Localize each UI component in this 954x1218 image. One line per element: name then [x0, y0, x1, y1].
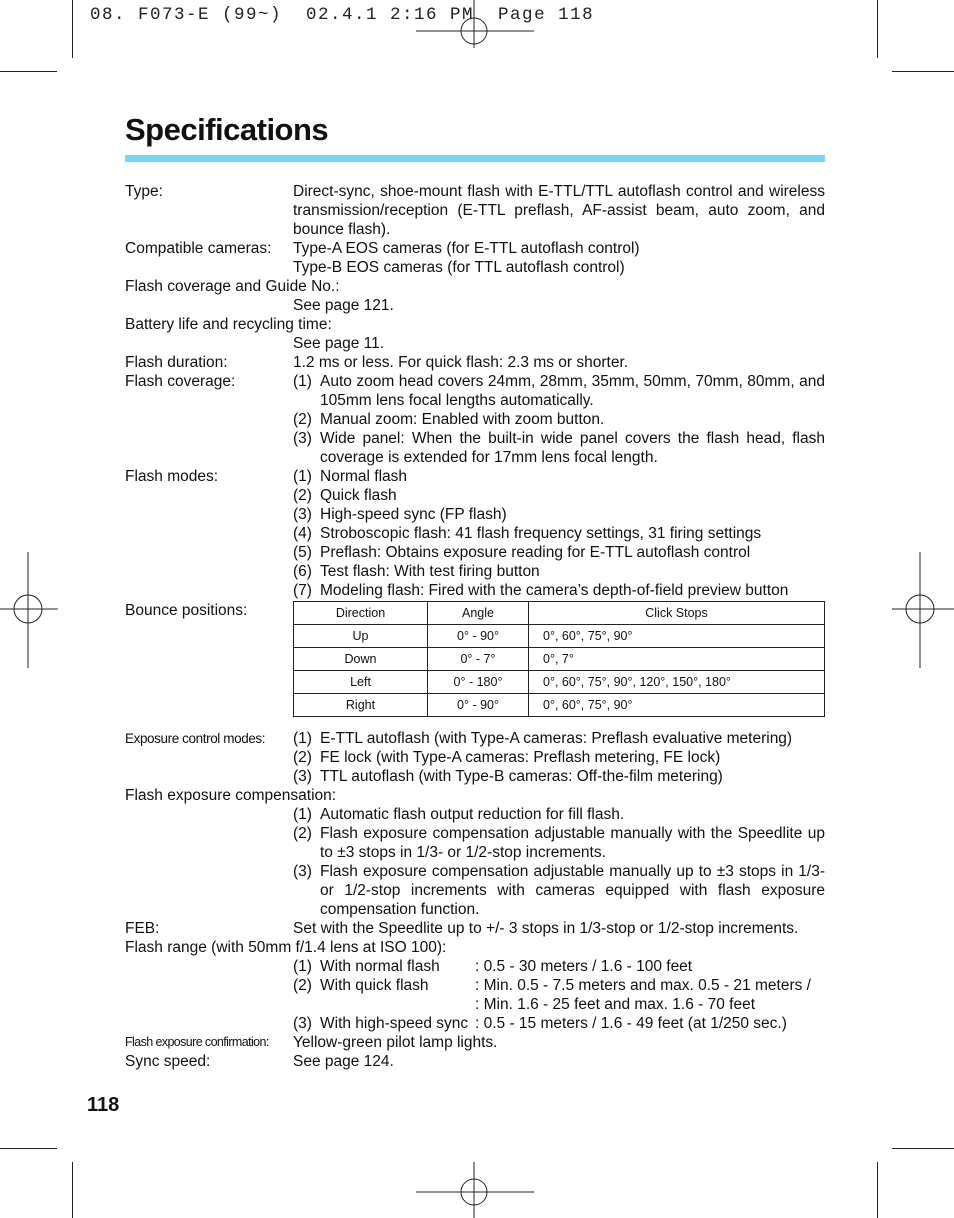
list-item [293, 372, 825, 410]
spec-bounce-positions [125, 601, 825, 717]
crop-mark-bottom-left-vertical [72, 1162, 73, 1218]
item-text: Manual zoom: Enabled with zoom button. [320, 411, 605, 428]
item-number: (1) [293, 958, 312, 975]
crop-mark-top-left-vertical [72, 0, 73, 58]
spec-label: Flash range (with 50mm f/1.4 lens at ISO 100): [125, 939, 447, 956]
range-value: : 0.5 - 30 meters / 1.6 - 100 feet [475, 958, 693, 975]
spec-value: See page 121. [293, 297, 394, 314]
table-cell: 0°, 60°, 75°, 90° [529, 625, 825, 648]
item-number: (2) [293, 977, 312, 994]
item-number: (4) [293, 525, 312, 542]
spec-label: Flash duration: [125, 354, 228, 371]
item-text: Preflash: Obtains exposure reading for E-TTL autoflash control [320, 544, 751, 561]
item-text: High-speed sync (FP flash) [320, 506, 507, 523]
spec-label: Flash coverage and Guide No.: [125, 278, 340, 295]
list-item [293, 976, 825, 995]
page-title: Specifications [125, 112, 329, 147]
crop-mark-bottom-right-horizontal [892, 1148, 954, 1149]
item-text: FE lock (with Type-A cameras: Preflash metering, FE lock) [320, 749, 721, 766]
spec-compatible-cameras [125, 239, 825, 277]
spec-flash-exposure-confirmation [125, 1033, 825, 1052]
registration-mark-right-icon [892, 552, 954, 668]
item-number: (1) [293, 468, 312, 485]
list-item [293, 429, 825, 467]
table-cell: Right [294, 694, 428, 717]
range-value: : 0.5 - 15 meters / 1.6 - 49 feet (at 1/250 sec.) [475, 1015, 787, 1032]
item-text: Automatic flash output reduction for fill flash. [320, 806, 625, 823]
spec-flash-coverage [125, 372, 825, 467]
registration-mark-bottom-icon [416, 1162, 534, 1218]
spec-value: See page 124. [293, 1053, 394, 1070]
range-value: : Min. 0.5 - 7.5 meters and max. 0.5 - 21 meters / [475, 977, 811, 994]
spec-label: Type: [125, 183, 163, 200]
spec-label: Battery life and recycling time: [125, 316, 332, 333]
spec-value: Yellow-green pilot lamp lights. [293, 1034, 498, 1051]
list-item [293, 581, 825, 600]
list-item [293, 410, 825, 429]
item-text: Wide panel: When the built-in wide panel covers the flash head, flash coverage is extended for 17mm lens focal length. [320, 430, 825, 466]
registration-mark-top-icon [416, 0, 534, 48]
list-item [293, 767, 825, 786]
table-header-row [294, 602, 825, 625]
item-number: (5) [293, 544, 312, 561]
item-text: Stroboscopic flash: 41 flash frequency settings, 31 firing settings [320, 525, 762, 542]
list-item [293, 748, 825, 767]
item-text: Flash exposure compensation adjustable manually up to ±3 stops in 1/3- or 1/2-stop increments with cameras equipped with flash exposure compensation function. [320, 863, 825, 918]
spec-value: See page 11. [293, 335, 385, 352]
item-number: (3) [293, 1015, 312, 1032]
table-cell: Left [294, 671, 428, 694]
range-mode [320, 995, 475, 1014]
crop-mark-bottom-left-horizontal [0, 1148, 57, 1149]
print-slug-header: 08. F073-E (99~) 02.4.1 2:16 PM Page 118 [90, 5, 595, 25]
crop-mark-bottom-right-vertical [877, 1162, 878, 1218]
item-number: (1) [293, 806, 312, 823]
spec-sync-speed [125, 1052, 825, 1071]
spec-battery-life [125, 315, 825, 353]
item-text: Modeling flash: Fired with the camera’s depth-of-field preview button [320, 582, 789, 599]
table-row [294, 625, 825, 648]
spec-coverage-guide-number [125, 277, 825, 315]
list-item [293, 524, 825, 543]
registration-mark-left-icon [0, 552, 58, 668]
title-underline-bar [125, 155, 825, 162]
range-mode: With quick flash [320, 977, 429, 994]
item-number: (2) [293, 487, 312, 504]
table-cell: 0°, 60°, 75°, 90° [529, 694, 825, 717]
table-cell: 0° - 180° [428, 671, 529, 694]
item-number: (1) [293, 373, 312, 390]
spec-label: Bounce positions: [125, 602, 248, 619]
item-text: Flash exposure compensation adjustable manually with the Speedlite up to ±3 stops in 1/3- or 1/2-stop increments. [320, 825, 825, 861]
spec-label: Flash modes: [125, 468, 219, 485]
item-text: Auto zoom head covers 24mm, 28mm, 35mm, 50mm, 70mm, 80mm, and 105mm lens focal lengths automatically. [320, 373, 825, 409]
table-cell: 0° - 90° [428, 625, 529, 648]
table-cell: Up [294, 625, 428, 648]
column-header-direction: Direction [294, 602, 428, 625]
spec-label: Flash coverage: [125, 373, 236, 390]
item-number: (2) [293, 825, 312, 842]
table-cell: 0°, 7° [529, 648, 825, 671]
item-text: Test flash: With test firing button [320, 563, 540, 580]
column-header-angle: Angle [428, 602, 529, 625]
list-item [293, 805, 825, 824]
item-number: (1) [293, 730, 312, 747]
table-row [294, 694, 825, 717]
item-text: TTL autoflash (with Type-B cameras: Off-the-film metering) [320, 768, 723, 785]
crop-mark-top-right-horizontal [892, 71, 954, 72]
table-cell: Down [294, 648, 428, 671]
spec-label: Exposure control modes: [125, 731, 266, 746]
item-number: (2) [293, 411, 312, 428]
item-number: (6) [293, 563, 312, 580]
specifications-list [125, 182, 825, 1071]
list-item [293, 862, 825, 919]
range-value: : Min. 1.6 - 25 feet and max. 1.6 - 70 feet [475, 996, 756, 1013]
table-cell: 0° - 90° [428, 694, 529, 717]
spec-label: Sync speed: [125, 1053, 211, 1070]
spec-value: Type-A EOS cameras (for E-TTL autoflash control) [293, 240, 640, 257]
spec-flash-modes [125, 467, 825, 600]
item-text: Quick flash [320, 487, 397, 504]
item-number: (7) [293, 582, 312, 599]
table-row [294, 671, 825, 694]
item-text: E-TTL autoflash (with Type-A cameras: Preflash evaluative metering) [320, 730, 793, 747]
column-header-click-stops: Click Stops [529, 602, 825, 625]
page-number: 118 [87, 1094, 120, 1116]
range-mode: With high-speed sync [320, 1015, 469, 1032]
crop-mark-top-left-horizontal [0, 71, 57, 72]
item-number: (3) [293, 430, 312, 447]
item-number: (3) [293, 863, 312, 880]
list-item [293, 995, 825, 1014]
spec-type [125, 182, 825, 239]
list-item [293, 543, 825, 562]
list-item [293, 467, 825, 486]
item-number [293, 995, 320, 1014]
spec-flash-duration [125, 353, 825, 372]
list-item [293, 505, 825, 524]
spec-flash-range [125, 938, 825, 1033]
item-number: (3) [293, 506, 312, 523]
spec-label: Compatible cameras: [125, 240, 272, 257]
table-cell: 0° - 7° [428, 648, 529, 671]
spec-label: Flash exposure compensation: [125, 787, 337, 804]
list-item [293, 824, 825, 862]
spec-feb [125, 919, 825, 938]
list-item [293, 729, 825, 748]
item-number: (2) [293, 749, 312, 766]
spec-flash-exposure-compensation [125, 786, 825, 919]
list-item [293, 1014, 825, 1033]
spec-value: 1.2 ms or less. For quick flash: 2.3 ms or shorter. [293, 354, 629, 371]
spec-value: Type-B EOS cameras (for TTL autoflash control) [293, 259, 625, 276]
item-number: (3) [293, 768, 312, 785]
spec-label: FEB: [125, 920, 160, 937]
list-item [293, 562, 825, 581]
spec-value: Set with the Speedlite up to +/- 3 stops in 1/3-stop or 1/2-stop increments. [293, 920, 799, 937]
bounce-table [293, 601, 825, 717]
crop-mark-top-right-vertical [877, 0, 878, 58]
table-row [294, 648, 825, 671]
table-cell: 0°, 60°, 75°, 90°, 120°, 150°, 180° [529, 671, 825, 694]
spec-label: Flash exposure confirmation: [125, 1035, 269, 1049]
range-mode: With normal flash [320, 958, 440, 975]
list-item [293, 486, 825, 505]
item-text: Normal flash [320, 468, 407, 485]
list-item [293, 957, 825, 976]
spec-exposure-control-modes [125, 729, 825, 786]
spec-value: Direct-sync, shoe-mount flash with E-TTL/TTL autoflash control and wireless transmission/reception (E-TTL preflash, AF-assist beam, auto zoom, and bounce flash). [293, 183, 825, 238]
